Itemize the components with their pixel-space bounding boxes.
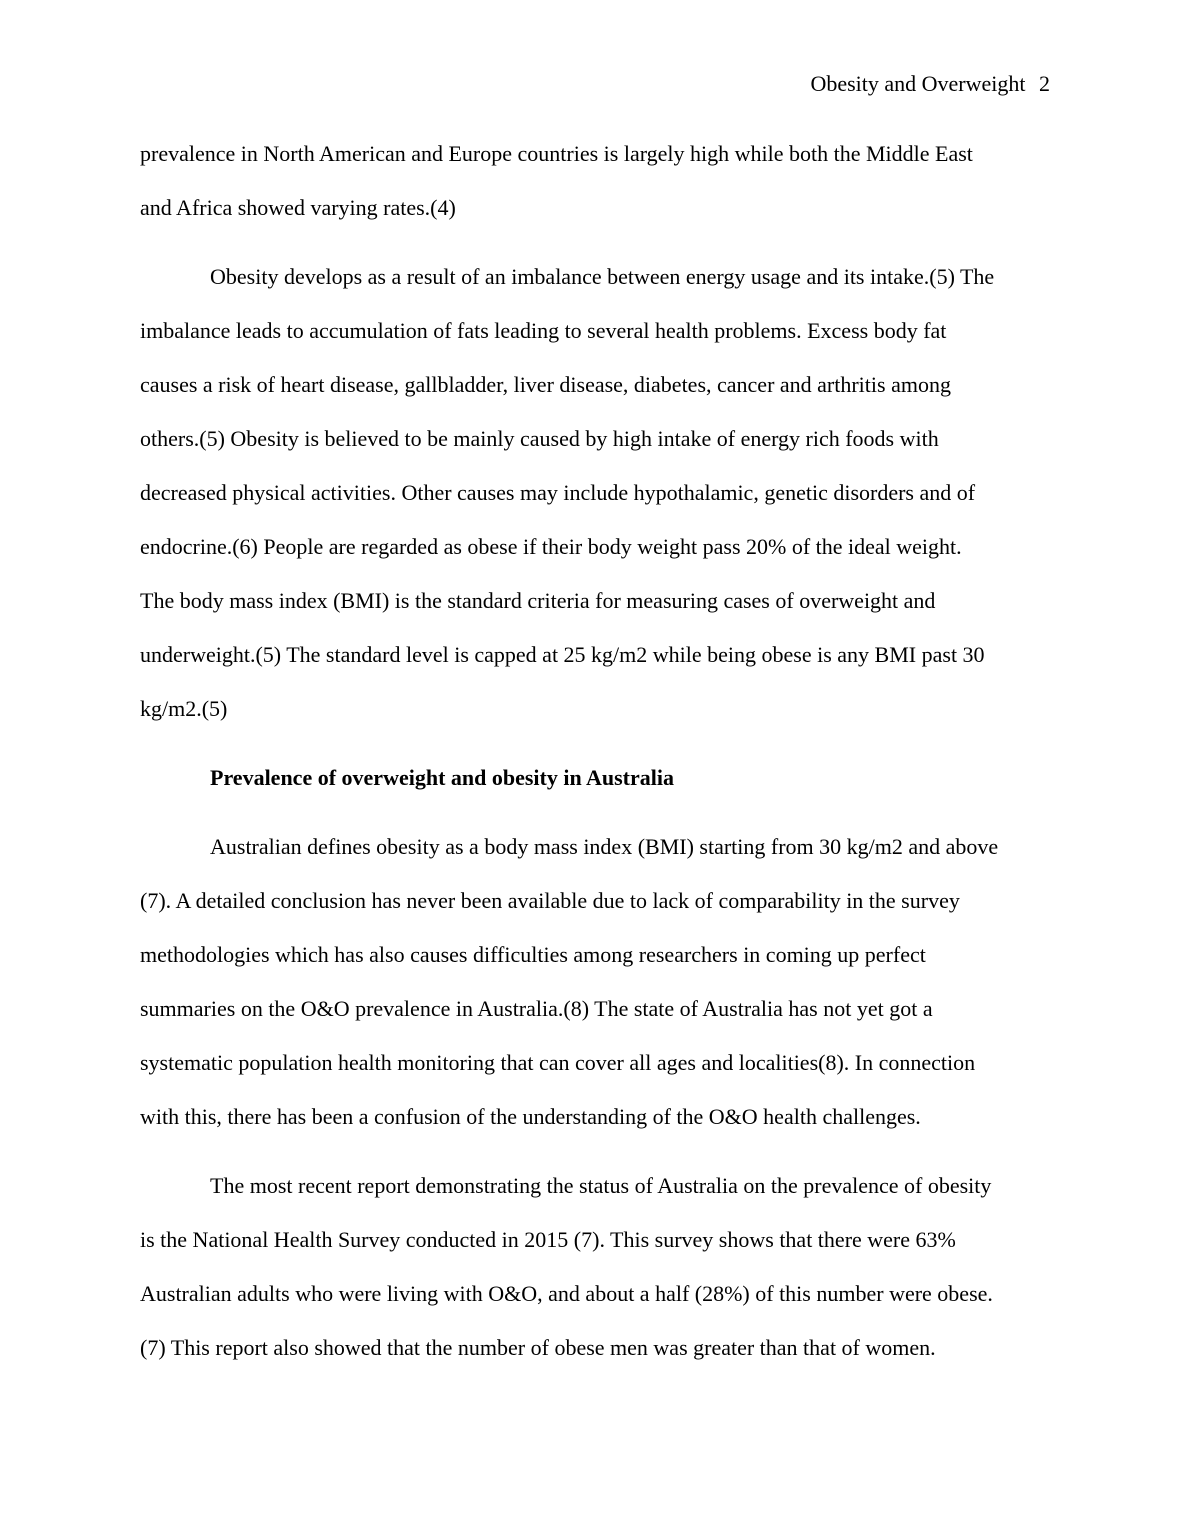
- text-line: others.(5) Obesity is believed to be mainly caused by high intake of energy rich foods with: [140, 426, 939, 451]
- section-heading-text: Prevalence of overweight and obesity in Australia: [210, 765, 674, 790]
- paragraph-australia-definition: [140, 820, 1050, 1144]
- text-line: decreased physical activities. Other causes may include hypothalamic, genetic disorders and of: [140, 480, 976, 505]
- text-line: causes a risk of heart disease, gallbladder, liver disease, diabetes, cancer and arthritis among: [140, 372, 951, 397]
- text-line: underweight.(5) The standard level is capped at 25 kg/m2 while being obese is any BMI past 30: [140, 642, 985, 667]
- text-line: (7) This report also showed that the number of obese men was greater than that of women.: [140, 1335, 936, 1360]
- section-heading: [140, 751, 1050, 805]
- text-line: methodologies which has also causes difficulties among researchers in coming up perfect: [140, 942, 926, 967]
- page-number: 2: [1039, 71, 1050, 96]
- text-line: kg/m2.(5): [140, 696, 228, 721]
- text-line: and Africa showed varying rates.(4): [140, 195, 456, 220]
- text-line: (7). A detailed conclusion has never been available due to lack of comparability in the survey: [140, 888, 960, 913]
- text-line: The body mass index (BMI) is the standard criteria for measuring cases of overweight and: [140, 588, 936, 613]
- text-line: prevalence in North American and Europe countries is largely high while both the Middle East: [140, 141, 973, 166]
- text-line: summaries on the O&O prevalence in Australia.(8) The state of Australia has not yet got a: [140, 996, 933, 1021]
- text-line: systematic population health monitoring that can cover all ages and localities(8). In connection: [140, 1050, 976, 1075]
- text-line: imbalance leads to accumulation of fats leading to several health problems. Excess body fat: [140, 318, 947, 343]
- running-head-title: Obesity and Overweight: [810, 71, 1026, 96]
- text-line: Australian defines obesity as a body mass index (BMI) starting from 30 kg/m2 and above: [210, 834, 999, 859]
- paragraph-continuation: [140, 127, 1050, 235]
- paragraph-national-health-survey: [140, 1159, 1050, 1375]
- text-line: with this, there has been a confusion of the understanding of the O&O health challenges.: [140, 1104, 921, 1129]
- document-body: [140, 127, 1050, 1375]
- text-line: Australian adults who were living with O&O, and about a half (28%) of this number were obese.: [140, 1281, 993, 1306]
- text-line: is the National Health Survey conducted in 2015 (7). This survey shows that there were 63%: [140, 1227, 956, 1252]
- text-line: endocrine.(6) People are regarded as obese if their body weight pass 20% of the ideal weight.: [140, 534, 962, 559]
- text-line: Obesity develops as a result of an imbalance between energy usage and its intake.(5) The: [210, 264, 995, 289]
- running-head: [810, 70, 1050, 98]
- text-line: The most recent report demonstrating the status of Australia on the prevalence of obesity: [210, 1173, 992, 1198]
- paragraph-obesity-causes: [140, 250, 1050, 736]
